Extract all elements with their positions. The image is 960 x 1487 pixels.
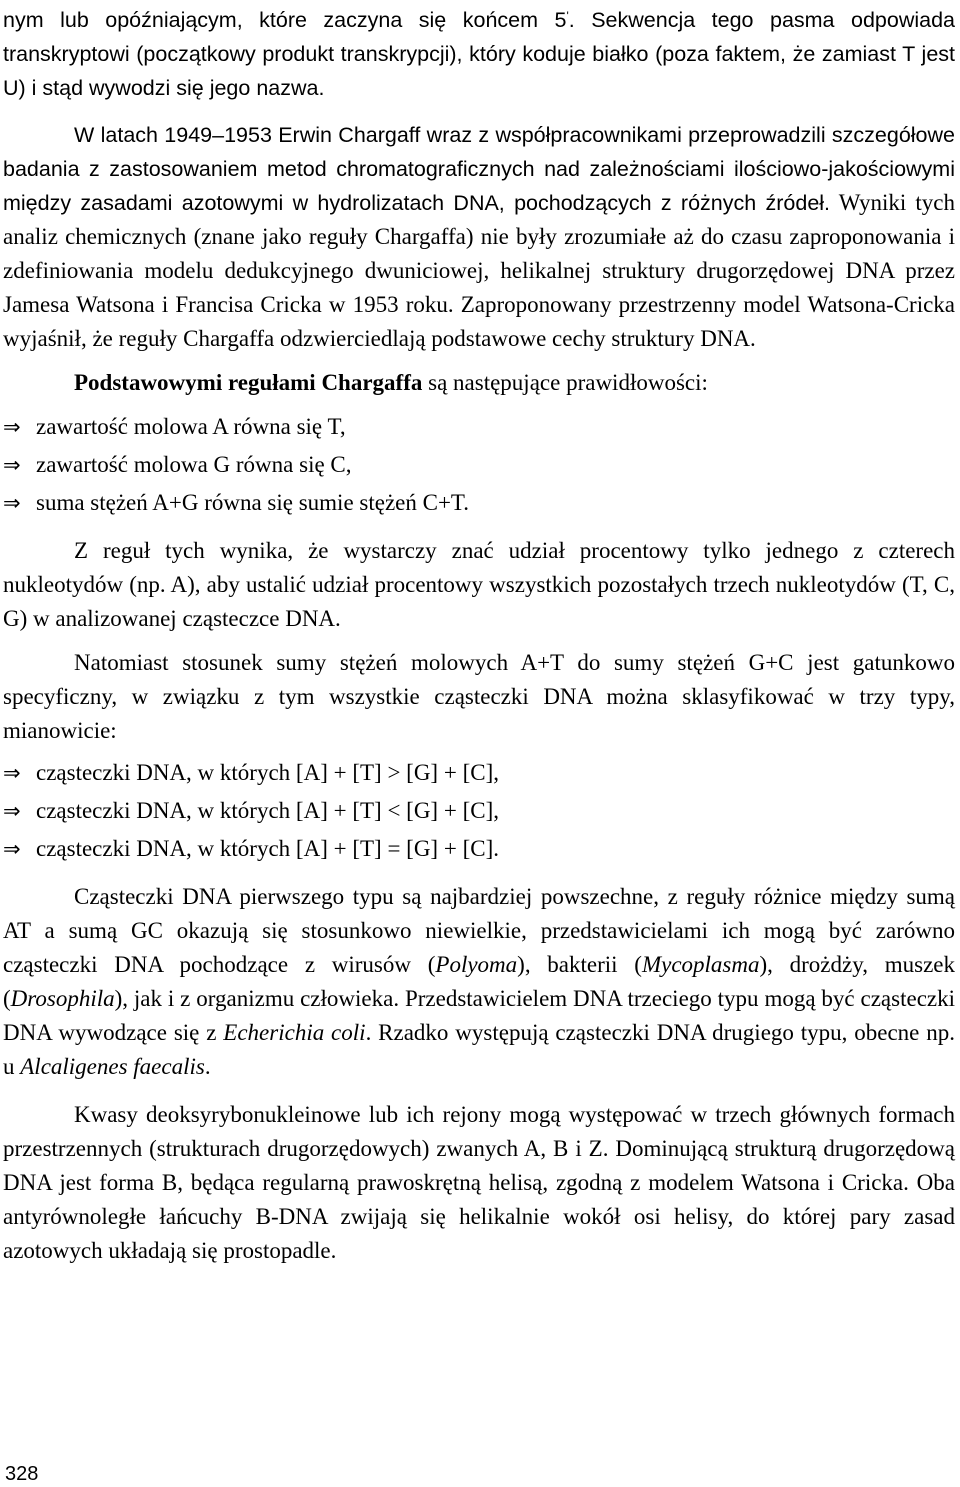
paragraph-chargaff-serif: Wyniki tych analiz chemicznych (znane jako reguły Chargaffa) nie były zrozumiałe aż do czasu zaproponowania i zdefiniowania modelu dedukcyjnego dwuniciowej, helikalnej struktury drugorzędowej DNA przez Jamesa Watsona i Francisa Cricka w 1953 roku. Zaproponowany przestrzenny model Watsona-Cricka wyjaśnił, że reguły Chargaffa odzwierciedlają podstawowe cechy struktury DNA.: [3, 190, 955, 351]
paragraph-top-text-b: . Sekwencja tego pasma odpowiada transkryptowi (początkowy produkt transkrypcji), który koduje białko (poza faktem, że zamiast T jest U) i stąd wywodzi się jego nazwa.: [3, 8, 955, 100]
page-number: 328: [5, 1463, 39, 1485]
paragraph-types-text: . Rzadko występują cząsteczki DNA drugiego typu, obecne np. u: [3, 1020, 955, 1079]
types-list: [3, 754, 955, 868]
rule-text: zawartość molowa A równa się T,: [36, 414, 346, 439]
paragraph-forms: Kwasy deoksyrybonukleinowe lub ich rejony mogą występować w trzech głównych formach przestrzennych (strukturach drugorzędowych) zwanych A, B i Z. Dominującą strukturą drugorzędową DNA jest forma B, będąca regularną prawoskrętną helisą, zgodną z modelem Watsona i Cricka. Oba antyrównoległe łańcuchy B-DNA zwijają się helikalnie wokół osi helisy, do której pary zasad azotowych układają się prostopadle.: [3, 1102, 955, 1263]
paragraph-chargaff-sans: W latach 1949–1953 Erwin Chargaff wraz z współpracownikami przeprowadzili szczegółowe badania z zastosowaniem metod chromatograficznych nad zależnościami ilościowo-jakościowymi między zasadami azotowymi w hydrolizatach DNA, pochodzących z różnych źródeł.: [3, 123, 955, 215]
type-text: cząsteczki DNA, w których [A] + [T] < [G] + [C],: [36, 798, 499, 823]
implies-arrow-icon: ⇒: [3, 837, 21, 861]
list-item: [3, 830, 955, 868]
species-name: Polyoma: [435, 952, 518, 977]
rules-list: [3, 408, 955, 522]
paragraph-top: [3, 3, 955, 105]
list-item: [3, 484, 955, 522]
paragraph-ratio: Natomiast stosunek sumy stężeń molowych A+T do sumy stężeń G+C jest gatunkowo specyficzny, w związku z tym wszystkie cząsteczki DNA można sklasyfikować w trzy typy, mianowicie:: [3, 650, 955, 743]
rule-text: suma stężeń A+G równa się sumie stężeń C+T.: [36, 490, 470, 515]
list-item: [3, 408, 955, 446]
document-page: [3, 0, 955, 1268]
paragraph-types: [3, 880, 955, 1084]
implies-arrow-icon: ⇒: [3, 453, 21, 477]
paragraph-types-text: Cząsteczki DNA pierwszego typu są najbardziej powszechne, z reguły różnice między sumą AT a sumą GC okazują się stosunkowo niewielkie, przedstawicielami ich mogą być zarówno cząsteczki DNA pochodzące z wirusów (: [3, 884, 955, 977]
paragraph-rules-consequence: Z reguł tych wynika, że wystarczy znać udział procentowy tylko jednego z czterech nukleotydów (np. A), aby ustalić udział procentowy wszystkich pozostałych trzech nukleotydów (T, C, G) w analizowanej cząsteczce DNA.: [3, 538, 955, 631]
rule-text: zawartość molowa G równa się C,: [36, 452, 352, 477]
list-item: [3, 754, 955, 792]
paragraph-types-text: ), drożdży, muszek (: [3, 952, 955, 1011]
paragraph-types-text: .: [204, 1054, 211, 1079]
species-name: Alcaligenes faecalis: [20, 1054, 205, 1079]
rules-intro-rest: są następujące prawidłowości:: [422, 370, 708, 395]
paragraph-types-text: ), jak i z organizmu człowieka. Przedstawicielem DNA trzeciego typu mogą być cząsteczki DNA wywodzące się z: [3, 986, 955, 1045]
implies-arrow-icon: ⇒: [3, 799, 21, 823]
species-name: Mycoplasma: [641, 952, 760, 977]
paragraph-types-text: ), bakterii (: [517, 952, 642, 977]
prime-superscript: ': [566, 9, 569, 23]
implies-arrow-icon: ⇒: [3, 415, 21, 439]
rules-intro-bold: Podstawowymi regułami Chargaffa: [74, 370, 423, 395]
species-name: Echerichia coli: [223, 1020, 366, 1045]
list-item: [3, 792, 955, 830]
implies-arrow-icon: ⇒: [3, 491, 21, 515]
species-name: Drosophila: [10, 986, 115, 1011]
list-item: [3, 446, 955, 484]
paragraph-top-text-a: nym lub opóźniającym, które zaczyna się końcem 5: [3, 8, 567, 32]
type-text: cząsteczki DNA, w których [A] + [T] > [G] + [C],: [36, 760, 499, 785]
implies-arrow-icon: ⇒: [3, 761, 21, 785]
rules-intro: [3, 366, 955, 400]
type-text: cząsteczki DNA, w których [A] + [T] = [G] + [C].: [36, 836, 499, 861]
paragraph-chargaff: [3, 118, 955, 356]
